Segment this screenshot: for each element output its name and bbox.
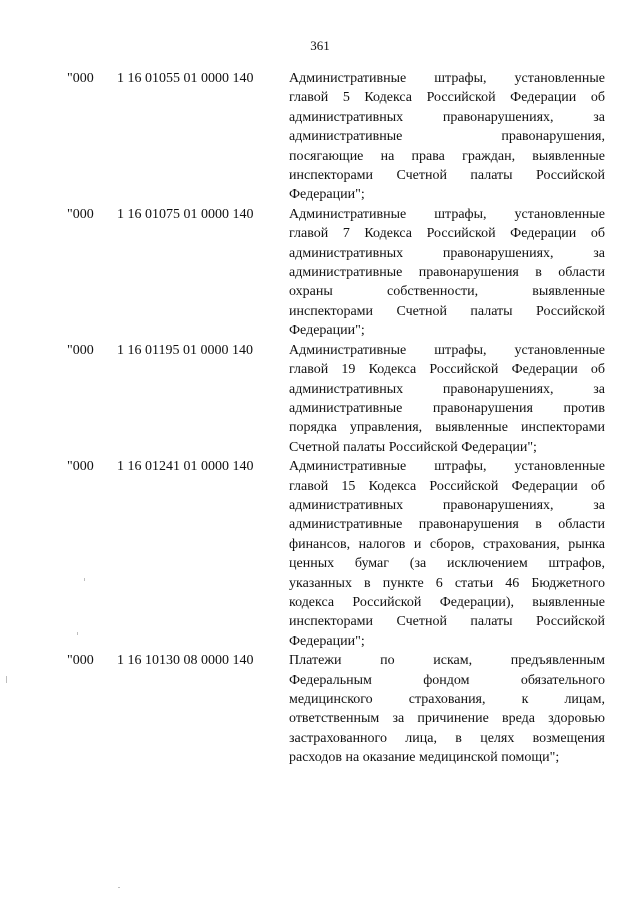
description-line: ценных бумаг (за исключением штрафов,: [289, 556, 605, 572]
scan-speck: [77, 632, 78, 635]
description-line: инспекторами Счетной палаты Российской: [289, 614, 605, 630]
description-line: административных правонарушениях, за: [289, 109, 605, 125]
description-line: застрахованного лица, в целях возмещения: [289, 730, 605, 746]
description-line: Административные штрафы, установленные: [289, 459, 605, 475]
description-line: кодекса Российской Федерации), выявленные: [289, 594, 605, 610]
description-line: административные правонарушения против: [289, 400, 605, 416]
code-description: [289, 205, 605, 341]
scan-speck: [84, 578, 85, 581]
description-line: указанных в пункте 6 статьи 46 Бюджетного: [289, 575, 605, 591]
description-line: Федерации";: [289, 323, 365, 339]
description-line: Платежи по искам, предъявленным: [289, 653, 605, 669]
code-description: [289, 651, 605, 767]
scan-speck: [6, 676, 7, 683]
description-line: Административные штрафы, установленные: [289, 71, 605, 86]
description-line: административные правонарушения в области: [289, 265, 605, 281]
page-number: 361: [310, 38, 330, 53]
description-line: Счетной палаты Российской Федерации";: [289, 439, 537, 455]
description-line: главой 15 Кодекса Российской Федерации об: [289, 478, 605, 494]
description-line: административные правонарушения,: [289, 129, 605, 145]
kbk-code: 1 16 10130 08 0000 140: [117, 653, 254, 669]
scan-speck: [118, 887, 120, 888]
description-line: главой 7 Кодекса Российской Федерации об: [289, 226, 605, 242]
description-line: административных правонарушениях, за: [289, 381, 605, 397]
description-line: Федеральным фондом обязательного: [289, 672, 605, 688]
code-description: [289, 69, 605, 205]
description-line: главой 19 Кодекса Российской Федерации об: [289, 362, 605, 378]
kbk-code: 1 16 01055 01 0000 140: [117, 71, 254, 86]
description-line: инспекторами Счетной палаты Российской: [289, 168, 605, 184]
description-line: охраны собственности, выявленные: [289, 284, 605, 300]
admin-code: "000: [67, 71, 94, 86]
kbk-code: 1 16 01195 01 0000 140: [117, 342, 253, 358]
description-line: Административные штрафы, установленные: [289, 206, 605, 222]
description-line: инспекторами Счетной палаты Российской: [289, 303, 605, 319]
description-line: расходов на оказание медицинской помощи";: [289, 750, 560, 766]
description-line: Федерации";: [289, 187, 365, 203]
description-line: главой 5 Кодекса Российской Федерации об: [289, 90, 605, 106]
description-line: порядка управления, выявленные инспекторами: [289, 420, 605, 436]
table-row: [0, 205, 640, 341]
admin-code: "000: [67, 342, 94, 358]
description-line: административные правонарушения в области: [289, 517, 605, 533]
kbk-code: 1 16 01075 01 0000 140: [117, 206, 254, 222]
description-line: финансов, налогов и сборов, страхования, рынка: [289, 536, 605, 552]
description-line: административных правонарушениях, за: [289, 497, 605, 513]
table-row: [0, 69, 640, 205]
budget-code-table: [0, 69, 640, 768]
code-description: [289, 457, 605, 651]
admin-code: "000: [67, 206, 94, 222]
table-row: [0, 651, 640, 767]
admin-code: "000: [67, 653, 94, 669]
description-line: административных правонарушениях, за: [289, 245, 605, 261]
description-line: ответственным за причинение вреда здоровью: [289, 711, 605, 727]
table-row: [0, 457, 640, 651]
description-line: посягающие на права граждан, выявленные: [289, 148, 605, 164]
description-line: Федерации";: [289, 633, 365, 649]
description-line: медицинского страхования, к лицам,: [289, 692, 605, 707]
kbk-code: 1 16 01241 01 0000 140: [117, 459, 254, 475]
table-row: [0, 341, 640, 457]
code-description: [289, 341, 605, 457]
description-line: Административные штрафы, установленные: [289, 342, 605, 358]
admin-code: "000: [67, 459, 94, 475]
